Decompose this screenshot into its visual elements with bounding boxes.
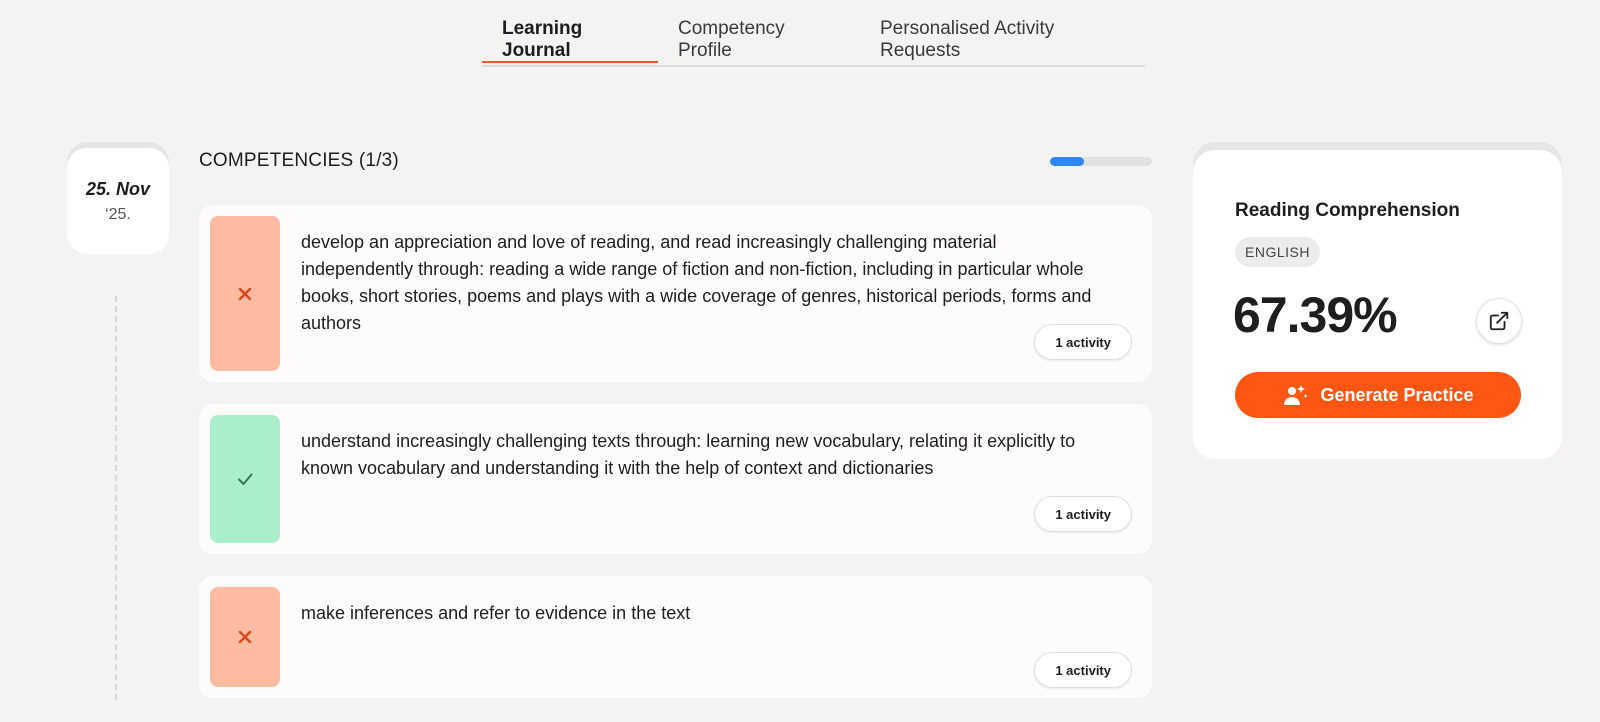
competency-card: [199, 404, 1152, 554]
date-day: 25. Nov: [85, 178, 151, 199]
competency-text: understand increasingly challenging texts through: learning new vocabulary, relating it explicitly to known vocabulary and understanding it with the help of context and dictionaries: [301, 431, 1076, 478]
generate-practice-button[interactable]: [1235, 372, 1521, 418]
person-sparkle-icon: [1282, 382, 1308, 408]
competency-text: develop an appreciation and love of reading, and read increasingly challenging material independently through: reading a wide range of fiction and non-fiction, including in particular whole books, short stories, poems and plays with a wide coverage of genres, historical periods, forms and authors: [301, 232, 1092, 333]
tab-competency-profile[interactable]: Competency Profile: [678, 17, 785, 61]
check-icon: [236, 470, 254, 488]
subject-tag: ENGLISH: [1235, 237, 1320, 267]
activity-badge[interactable]: 1 activity: [1034, 324, 1132, 360]
score-panel: [1193, 150, 1562, 459]
external-link-icon: [1488, 310, 1510, 332]
panel-title: Reading Comprehension: [1235, 200, 1460, 221]
timeline-line: [115, 296, 117, 700]
competencies-header: COMPETENCIES (1/3): [199, 150, 399, 171]
status-fail: [210, 216, 280, 371]
date-card: [67, 148, 169, 254]
competency-card: [199, 576, 1152, 698]
open-external-button[interactable]: [1476, 298, 1522, 344]
activity-badge[interactable]: 1 activity: [1034, 496, 1132, 532]
competencies-progress-bar: [1050, 157, 1152, 166]
status-pass: [210, 415, 280, 543]
close-icon: [236, 628, 254, 646]
tab-personalised-activity-requests[interactable]: Personalised Activity Requests: [880, 17, 1055, 61]
tab-learning-journal[interactable]: Learning Journal: [482, 18, 658, 61]
progress-fill: [1050, 157, 1084, 166]
competency-card: [199, 205, 1152, 382]
score-value: 67.39%: [1233, 287, 1397, 343]
tab-bar: [482, 17, 1145, 67]
date-year: ‘25.: [105, 205, 131, 223]
activity-badge[interactable]: 1 activity: [1034, 652, 1132, 688]
status-fail: [210, 587, 280, 687]
competency-text: make inferences and refer to evidence in the text: [301, 603, 691, 623]
close-icon: [236, 285, 254, 303]
generate-practice-label: Generate Practice: [1320, 384, 1474, 405]
